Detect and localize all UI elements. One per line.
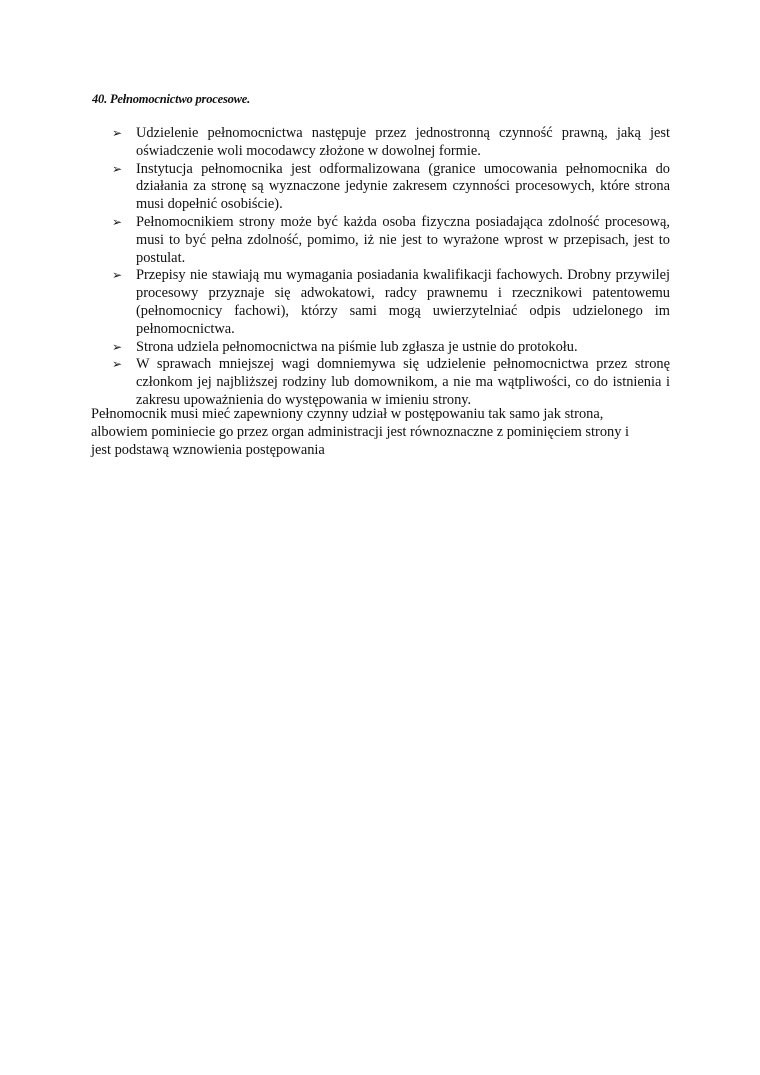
list-item: [112, 267, 670, 338]
closing-line: Pełnomocnik musi mieć zapewniony czynny udział w postępowaniu tak samo jak strona,: [91, 406, 604, 422]
list-item: [112, 125, 670, 161]
list-item-text: Przepisy nie stawiają mu wymagania posiadania kwalifikacji fachowych. Drobny przywilej procesowy przyznaje się adwokatowi, radcy prawnemu i rzecznikowi patentowemu (pełnomocnicy fachowi), którzy sami mogą uwierzytelniać odpis udzielonego im pełnomocnictwa.: [136, 267, 670, 337]
list-item-text: Strona udziela pełnomocnictwa na piśmie lub zgłasza je ustnie do protokołu.: [136, 338, 578, 355]
closing-paragraph: [91, 406, 681, 459]
bullet-list: [112, 125, 670, 410]
list-item-text: Instytucja pełnomocnika jest odformalizowana (granice umocowania pełnomocnika do działania za stronę są wyznaczone jedynie zakresem czynności procesowych, które strona musi dopełnić osobiście).: [136, 160, 670, 213]
arrowhead-bullet-icon: ➢: [112, 161, 123, 176]
arrowhead-bullet-icon: ➢: [112, 268, 123, 283]
arrowhead-bullet-icon: ➢: [112, 357, 123, 372]
list-item-text: Udzielenie pełnomocnictwa następuje przez jednostronną czynność prawną, jaką jest oświadczenie woli mocodawcy złożone w dowolnej formie.: [136, 125, 670, 159]
closing-line: albowiem pominiecie go przez organ administracji jest równoznaczne z pominięciem strony i: [91, 423, 630, 440]
closing-line: jest podstawą wznowienia postępowania: [91, 441, 325, 458]
list-item: [112, 161, 670, 214]
section-heading: 40. Pełnomocnictwo procesowe.: [92, 92, 251, 106]
arrowhead-bullet-icon: ➢: [112, 214, 123, 229]
list-item: [112, 356, 670, 409]
arrowhead-bullet-icon: ➢: [112, 339, 123, 354]
list-item: [112, 214, 670, 267]
list-item-text: W sprawach mniejszej wagi domniemywa się udzielenie pełnomocnictwa przez stronę członkom jej najbliższej rodziny lub domownikom, a nie ma wątpliwości, co do istnienia i zakresu upoważnienia do występowania w imieniu strony.: [136, 356, 670, 408]
arrowhead-bullet-icon: ➢: [112, 126, 123, 140]
list-item: [112, 339, 670, 357]
list-item-text: Pełnomocnikiem strony może być każda osoba fizyczna posiadająca zdolność procesową, musi to być pełna zdolność, pomimo, iż nie jest to wyrażone wprost w przepisach, jest to postulat.: [136, 213, 670, 266]
